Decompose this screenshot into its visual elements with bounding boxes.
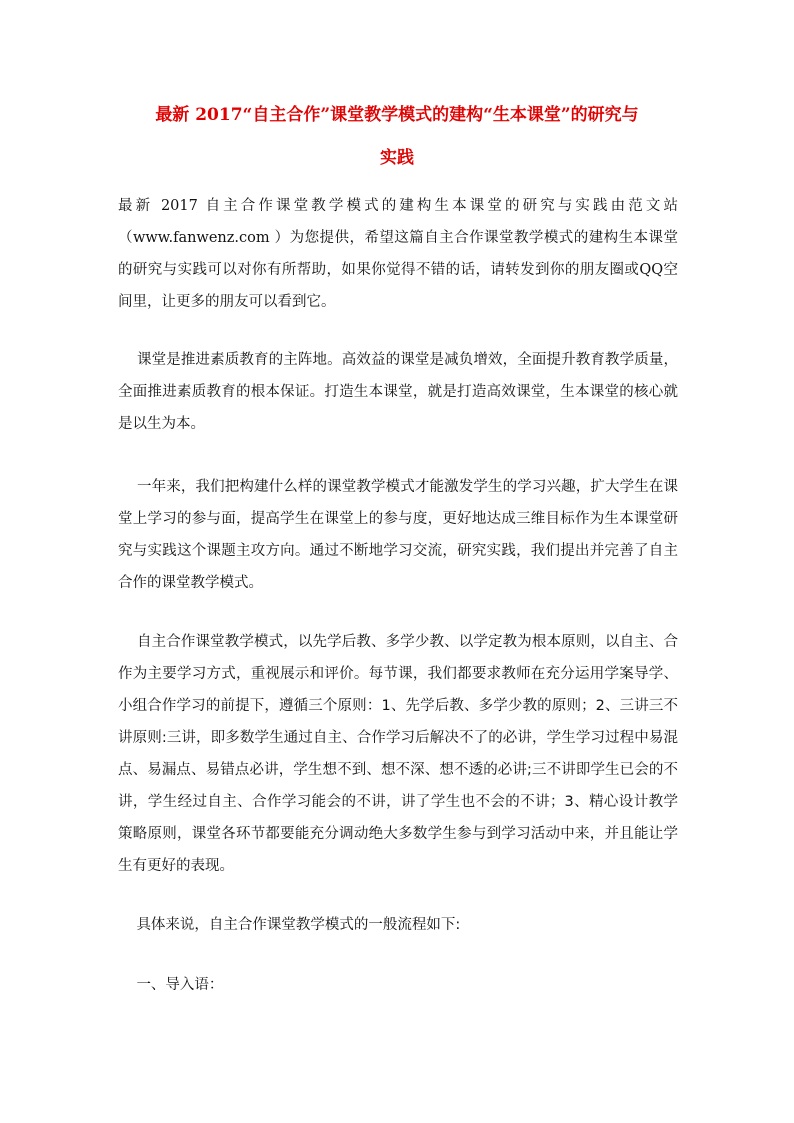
document-title-line2: 实践 xyxy=(380,148,414,168)
section-heading-1: 一、导入语： xyxy=(118,977,224,993)
paragraph-3: 自主合作课堂教学模式，以先学后教、多学少教、以学定教为根本原则，以自主、合作为主要学习方式，重视展示和评价。每节课，我们都要求教师在充分运用学案导学、小组合作学习的前提下，遵循三个原则：1、先学后教、多学少教的原则；2、三讲三不讲原则:三讲，即多数学生通过自主、合作学习后解决不了的必讲，学生学习过程中易混点、易漏点、易错点必讲，学生想不到、想不深、想不透的必讲;三不讲即学生已会的不讲，学生经过自主、合作学习能会的不讲，讲了学生也不会的不讲；3、精心设计教学策略原则，课堂各环节都要能充分调动绝大多数学生参与到学习活动中来，并且能让学生有更好的表现。 xyxy=(118,634,679,874)
paragraph-2: 一年来，我们把构建什么样的课堂教学模式才能激发学生的学习兴趣，扩大学生在课堂上学习的参与面，提高学生在课堂上的参与度，更好地达成三维目标作为生本课堂研究与实践这个课题主攻方向。通过不断地学习交流，研究实践，我们提出并完善了自主合作的课堂教学模式。 xyxy=(118,479,679,591)
intro-paragraph: 最新 2017 自主合作课堂教学模式的建构生本课堂的研究与实践由范文站（www.fanwenz.com ）为您提供，希望这篇自主合作课堂教学模式的建构生本课堂的研究与实践可以对你有所帮助，如果你觉得不错的话，请转发到你的朋友圈或QQ空间里，让更多的朋友可以看到它。 xyxy=(118,198,678,310)
document-title-line1: 最新 2017“自主合作”课堂教学模式的建构“生本课堂”的研究与 xyxy=(155,105,639,125)
paragraph-4: 具体来说，自主合作课堂教学模式的一般流程如下: xyxy=(118,917,461,933)
paragraph-1: 课堂是推进素质教育的主阵地。高效益的课堂是减负增效，全面提升教育教学质量，全面推进素质教育的根本保证。打造生本课堂，就是打造高效课堂，生本课堂的核心就是以生为本。 xyxy=(118,352,679,432)
